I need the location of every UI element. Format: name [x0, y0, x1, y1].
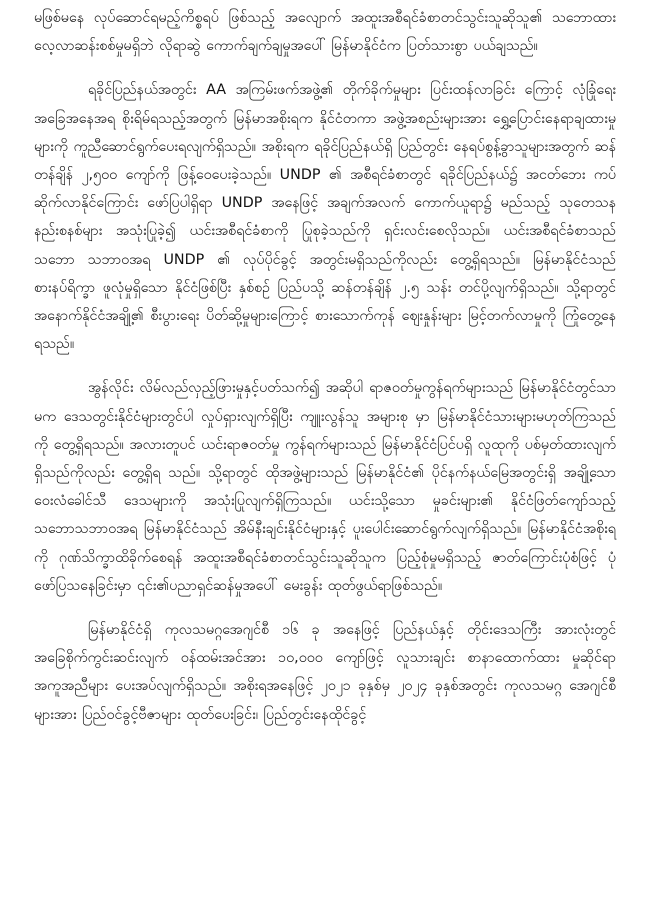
- paragraph-2: ရခိုင်ပြည်နယ်အတွင်း AA အကြမ်းဖက်အဖွဲ့၏ တိုက်ခိုက်မှုများ ပြင်းထန်လာခြင်း ကြောင့် လုံခြုံရေးအခြေအနေအရ စိုးရိမ်ရသည့်အတွက် မြန်မာအစိုးရက နိုင်ငံတကာ အဖွဲ့အစည်းများအား ရွှေ့ပြောင်းနေရာချထားမှုများကို ကူညီဆောင်ရွက်ပေးရလျက်ရှိသည်။ အစိုးရက ရခိုင်ပြည်နယ်ရှိ ပြည်တွင်း နေရပ်စွန့်ခွာသူများအတွက် ဆန်တန်ချိန် ၂,၅၀၀ ကျော်ကို ဖြန့်ဝေပေးခဲ့သည်။ UNDP ၏ အစီရင်ခံစာတွင် ရခိုင်ပြည်နယ်၌ အငတ်ဘေး ကပ်ဆိုက်လာနိုင်ကြောင်း ဖော်ပြပါရှိရာ UNDP အနေဖြင့် အချက်အလက် ကောက်ယူရာ၌ မည်သည့် သုတေသနနည်းစနစ်များ အသုံးပြုခဲ့၍ ယင်းအစီရင်ခံစာကို ပြုစုခဲ့သည်ကို ရှင်းလင်းစေလိုသည်။ ယင်းအစီရင်ခံစာသည် သဘော သဘာဝအရ UNDP ၏ လုပ်ပိုင်ခွင့် အတွင်းမရှိသည်ကိုလည်း တွေ့ရှိရသည်။ မြန်မာနိုင်ငံသည် စားနပ်ရိက္ခာ ဖူလုံမှုရှိသော နိုင်ငံဖြစ်ပြီး နှစ်စဉ် ပြည်ပသို့ ဆန်တန်ချိန် ၂.၅ သန်း တင်ပို့လျက်ရှိသည်။ သို့ရာတွင် အနောက်နိုင်ငံအချို့၏ စီးပွားရေး ပိတ်ဆို့မှုများကြောင့် စားသောက်ကုန် ဈေးနှုန်းများ မြင့်တက်လာမှုကို ကြုံတွေ့နေရသည်။: [34, 82, 616, 353]
- paragraph-1: မဖြစ်မနေ လုပ်ဆောင်ရမည့်ကိစ္စရပ် ဖြစ်သည့် အလျောက် အထူးအစီရင်ခံစာတင်သွင်းသူဆိုသူ၏ သဘောထားလေ့လာဆန်းစစ်မှုမရှိဘဲ လိုရာဆွဲ ကောက်ချက်ချမှုအပေါ် မြန်မာနိုင်ငံက ပြတ်သားစွာ ပယ်ချသည်။: [34, 10, 616, 55]
- paragraph-3: အွန်လိုင်း လိမ်လည်လှည့်ဖြားမှုနှင့်ပတ်သက်၍ အဆိုပါ ရာဇဝတ်မှုကွန်ရက်များသည် မြန်မာနိုင်ငံတွင်သာမက ဒေသတွင်းနိုင်ငံများတွင်ပါ လှုပ်ရှားလျက်ရှိပြီး ကျူးလွန်သူ အများစု မှာ မြန်မာနိုင်ငံသားများမဟုတ်ကြသည်ကို တွေ့ရှိရသည်။ အလားတူပင် ယင်းရာဇဝတ်မှု ကွန်ရက်များသည် မြန်မာနိုင်ငံပြင်ပရှိ လူထုကို ပစ်မှတ်ထားလျက်ရှိသည်ကိုလည်း တွေ့ရှိရ သည်။ သို့ရာတွင် ထိုအဖွဲ့များသည် မြန်မာနိုင်ငံ၏ ပိုင်နက်နယ်မြေအတွင်းရှိ အချို့သော ဝေးလံခေါင်သီ ဒေသများကို အသုံးပြုလျက်ရှိကြသည်။ ယင်းသို့သော မှုခင်းများ၏ နိုင်ငံဖြတ်ကျော်သည့် သဘောသဘာဝအရ မြန်မာနိုင်ငံသည် အိမ်နီးချင်းနိုင်ငံများနှင့် ပူးပေါင်းဆောင်ရွက်လျက်ရှိသည်။ မြန်မာနိုင်ငံအစိုးရကို ဂုဏ်သိက္ခာထိခိုက်စေရန် အထူးအစီရင်ခံစာတင်သွင်းသူဆိုသူက ပြည့်စုံမှုမရှိသည့် ဇာတ်ကြောင်းပုံစံဖြင့် ပုံဖော်ပြသနေခြင်းမှာ ၎င်း၏ပညာရှင်ဆန်မှုအပေါ် မေးခွန်း ထုတ်ဖွယ်ရာဖြစ်သည်။: [34, 380, 616, 594]
- paragraph-4: မြန်မာနိုင်ငံရှိ ကုလသမဂ္ဂအေဂျင်စီ ၁၆ ခု အနေဖြင့် ပြည်နယ်နှင့် တိုင်းဒေသကြီး အားလုံးတွင် အခြေစိုက်ကွင်းဆင်းလျက် ဝန်ထမ်းအင်အား ၁၀,၀၀၀ ကျော်ဖြင့် လူသားချင်း စာနာထောက်ထား မှုဆိုင်ရာ အကူအညီများ ပေးအပ်လျက်ရှိသည်။ အစိုးရအနေဖြင့် ၂၀၂၁ ခုနှစ်မှ ၂၀၂၄ ခုနှစ်အတွင်း ကုလသမဂ္ဂ အေဂျင်စီများအား ပြည်ဝင်ခွင့်ဗီဇာများ ထုတ်ပေးခြင်း၊ ပြည်တွင်းနေထိုင်ခွင့်: [34, 622, 616, 723]
